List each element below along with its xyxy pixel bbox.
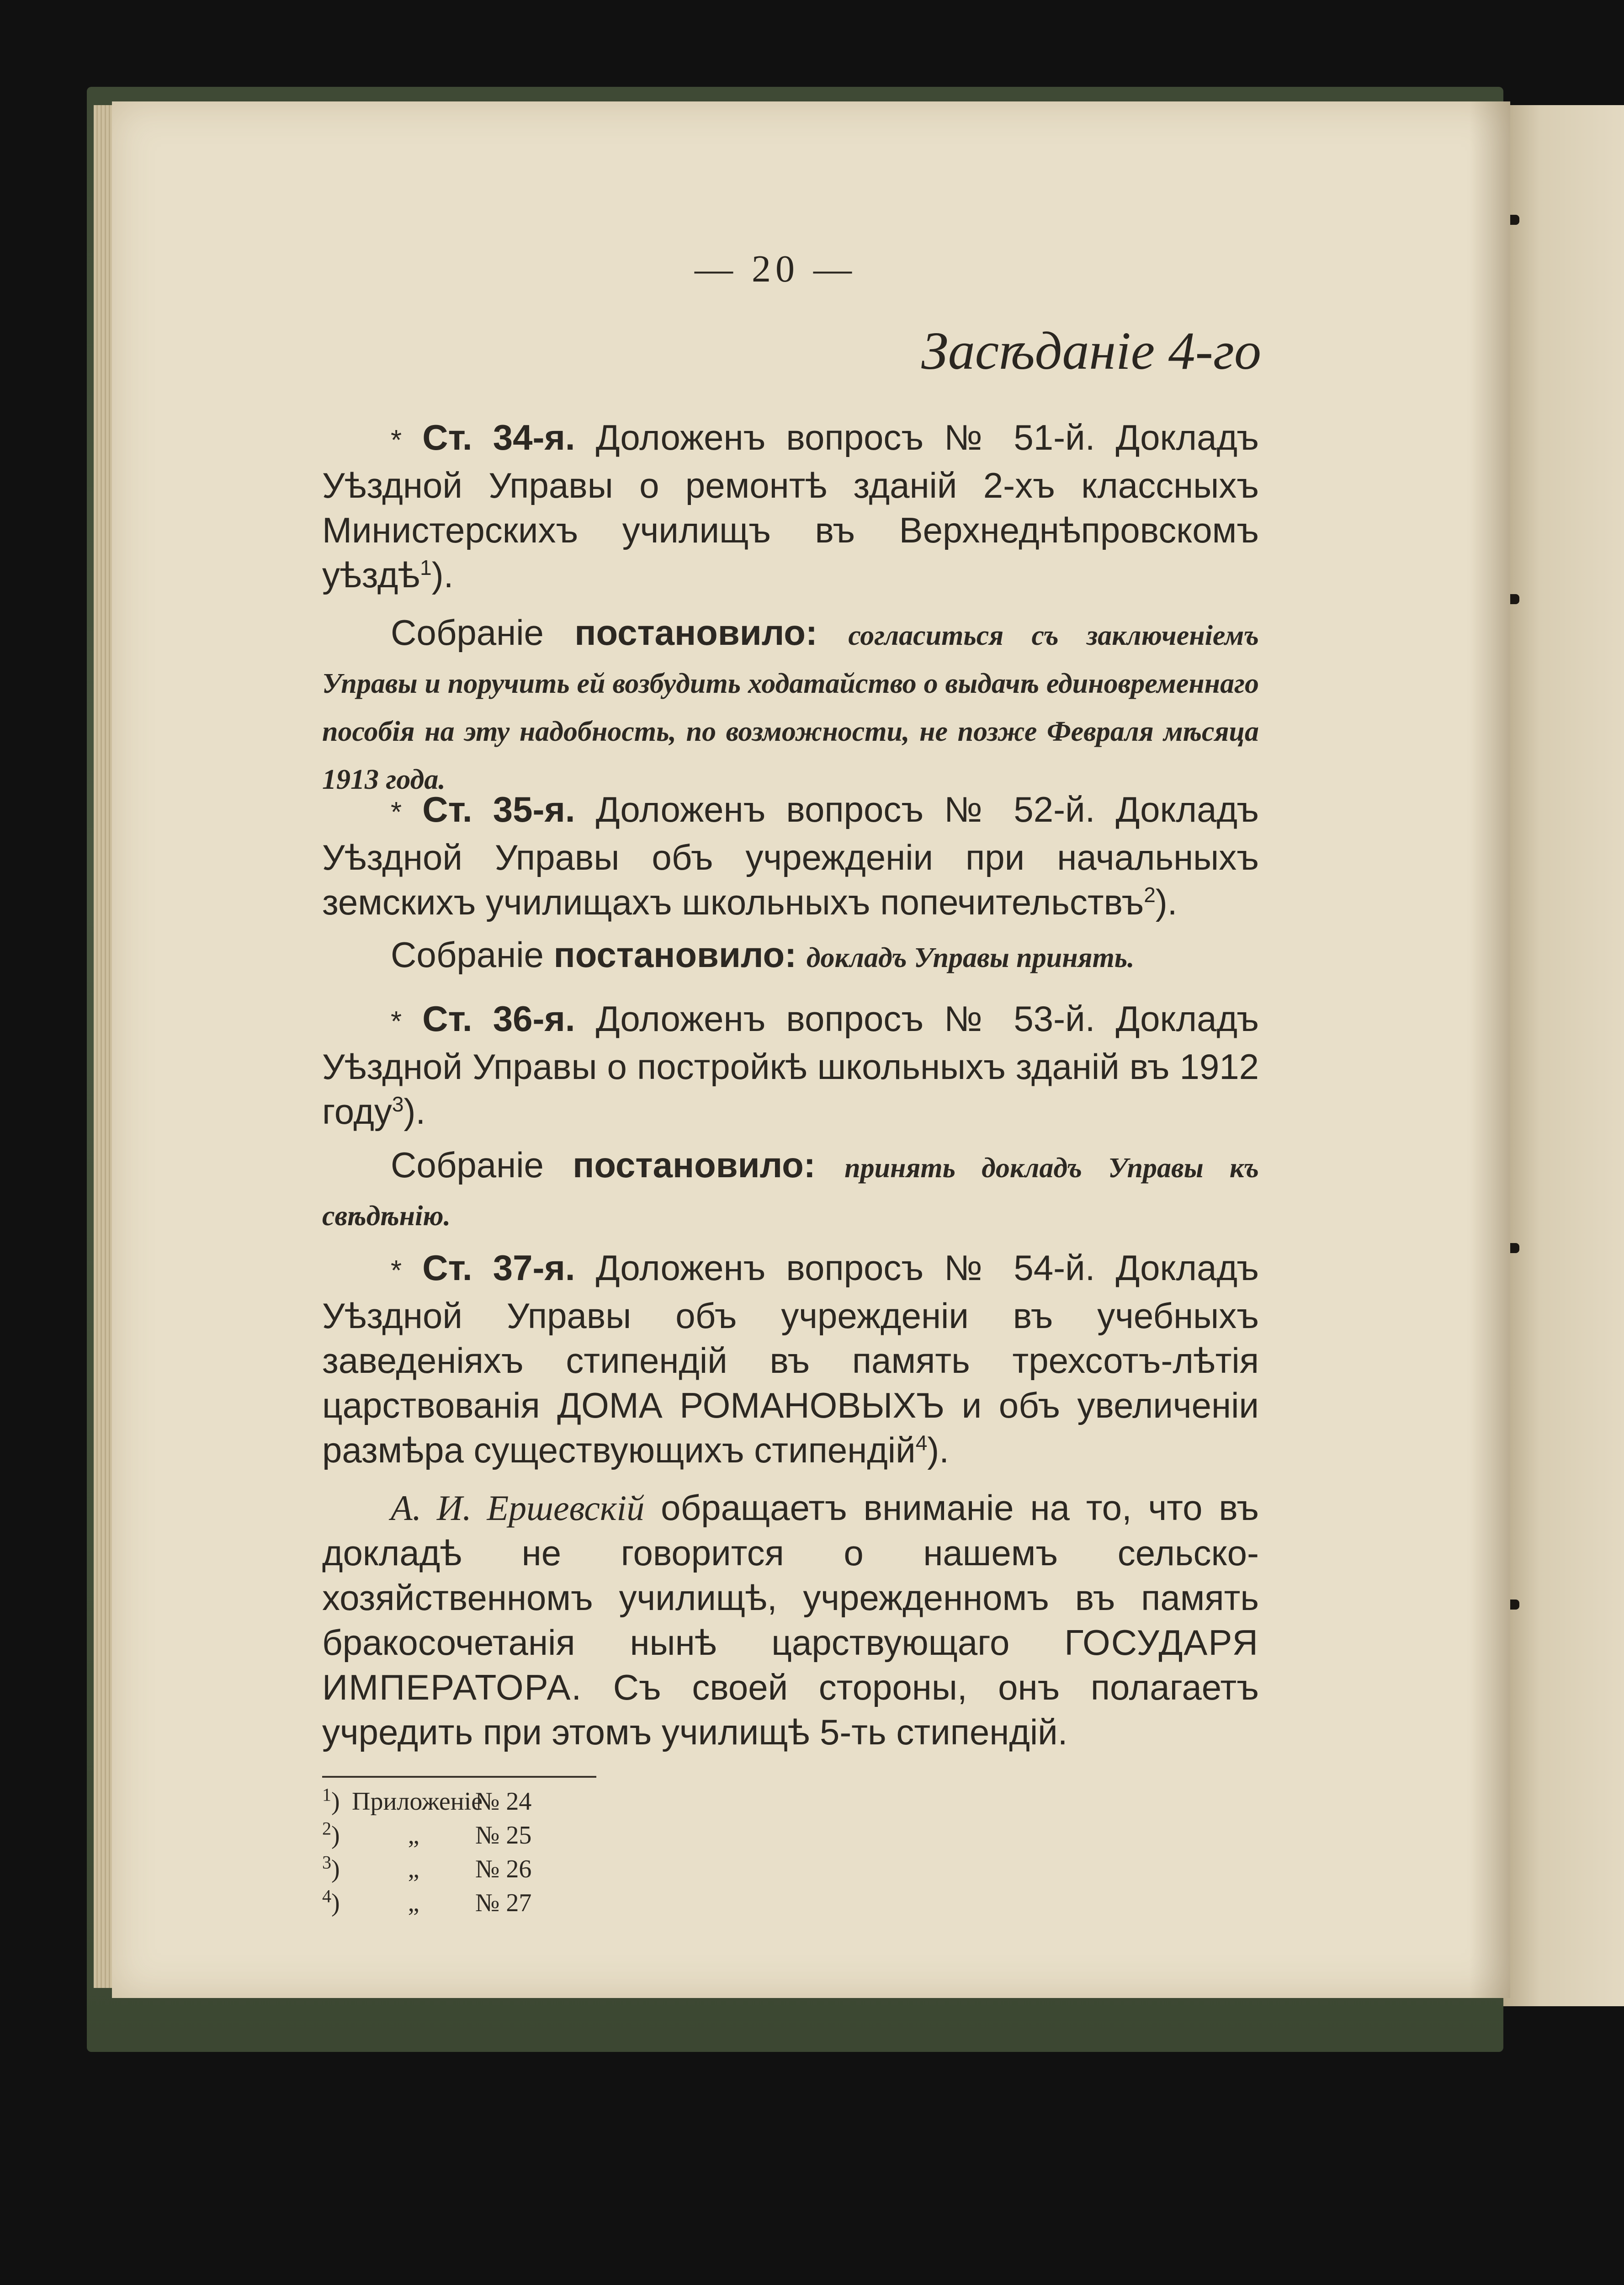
footnote-mark: $^1$) (322, 1784, 340, 1816)
article-prefix: Ст. (422, 789, 472, 829)
resolution-prefix: Собраніе (391, 612, 544, 653)
footnote-mark: $^4$) (322, 1886, 340, 1917)
footnote-item (322, 1886, 733, 1920)
resolution-text: докладъ Управы принять. (806, 942, 1135, 973)
resolution-label: постановило: (574, 612, 817, 653)
article-body: Доложенъ вопросъ № 53-й. Докладъ Уѣздной Управы о постройкѣ школьныхъ зданій въ 1912 году (322, 999, 1259, 1132)
star-icon: * (391, 425, 402, 456)
star-icon: * (391, 797, 402, 828)
resolution-label: постановило: (573, 1145, 816, 1185)
star-icon: * (391, 1006, 402, 1037)
footnote-ref: 2 (1144, 883, 1156, 907)
footnote-rule (322, 1776, 596, 1778)
resolution-paragraph (322, 932, 1259, 980)
footnote-item (322, 1785, 733, 1818)
facing-page-edge (1503, 105, 1624, 2006)
article-prefix: Ст. (422, 1248, 472, 1288)
footnote-ref: 1 (420, 556, 432, 579)
footnote-number: № 25 (475, 1821, 532, 1849)
speech-paragraph (322, 1485, 1259, 1754)
page-heading: Засѣданіе 4-го (921, 321, 1261, 381)
footnote-label: Приложеніе (352, 1787, 483, 1816)
article-paragraph: * Ст. 37-я. Доложенъ вопросъ № 54-й. Докладъ Уѣздной Управы объ учрежденіи въ учебныхъ заведеніяхъ стипендій въ память трехсотъ-лѣтія царствованія ДОМА РОМАНОВЫХЪ и объ увеличеніи размѣра существующихъ стипендій$^4$). (322, 1248, 1259, 1470)
speech-text: обращаетъ вниманіе на то, что въ докладѣ не говорится о нашемъ сельско-хозяйственномъ училищѣ, учрежденномъ въ память бракосочетанія нынѣ царствующаго (322, 1488, 1259, 1663)
resolution-text: принять докладъ Управы къ свѣдѣнію. (322, 1153, 1259, 1232)
page-gutter-shadow (1469, 101, 1510, 1998)
footnote-mark: $^3$) (322, 1852, 340, 1883)
footnote-item (322, 1818, 733, 1852)
star-icon: * (391, 1255, 402, 1286)
resolution-text: согласиться съ заключеніемъ Управы и поручить ей возбудить ходатайство о выдачѣ единовременнаго пособія на эту надобность, по возможности, не позже Февраля мѣсяца 1913 года. (322, 620, 1259, 795)
article-number: 37-я. (493, 1248, 575, 1288)
article-number: 36-я. (493, 999, 575, 1039)
resolution-prefix: Собраніе (391, 935, 544, 975)
speaker-name: А. И. Ершевскій (391, 1488, 645, 1528)
resolution-label: постановило: (553, 935, 797, 975)
article-number: 35-я. (493, 789, 575, 829)
resolution-prefix: Собраніе (391, 1145, 544, 1185)
article-paragraph: * Ст. 34-я. Доложенъ вопросъ № 51-й. Докладъ Уѣздной Управы о ремонтѣ зданій 2-хъ классныхъ Министерскихъ училищъ въ Верхнеднѣпровскомъ уѣздѣ$^1$). (322, 417, 1259, 595)
article-body: Доложенъ вопросъ № 54-й. Докладъ Уѣздной Управы объ учрежденіи въ учебныхъ заведеніяхъ стипендій въ память трехсотъ-лѣтія царствованія ДОМА РОМАНОВЫХЪ и объ увеличеніи размѣра существующихъ стипендій (322, 1248, 1259, 1470)
article-prefix: Ст. (422, 999, 472, 1039)
footnote-number: № 24 (475, 1787, 532, 1816)
article-number: 34-я. (493, 417, 575, 457)
speech-caps: ГОСУДАРЯ ИМПЕРАТОРА. (322, 1622, 1259, 1707)
footnote-number: № 27 (475, 1889, 532, 1917)
article-body: Доложенъ вопросъ № 52-й. Докладъ Уѣздной Управы объ учрежденіи при начальныхъ земскихъ училищахъ школьныхъ попечительствъ (322, 789, 1259, 922)
page-number: — 20 — (695, 248, 856, 290)
article-paragraph: * Ст. 35-я. Доложенъ вопросъ № 52-й. Докладъ Уѣздной Управы объ учрежденіи при начальныхъ земскихъ училищахъ школьныхъ попечительствъ$^2$). (322, 789, 1259, 922)
footnote-label: „ (408, 1821, 419, 1849)
footnote-label: „ (408, 1855, 419, 1883)
resolution-paragraph (322, 610, 1259, 802)
footnote-ref: 3 (392, 1092, 404, 1116)
footnote-number: № 26 (475, 1855, 532, 1883)
resolution-paragraph (322, 1142, 1259, 1238)
footnote-mark: $^2$) (322, 1818, 340, 1849)
speech-text: Съ своей стороны, онъ полагаетъ учредить при этомъ училищѣ 5-ть стипендій. (322, 1667, 1259, 1752)
footnote-ref: 4 (915, 1431, 928, 1455)
footnote-item (322, 1852, 733, 1886)
article-paragraph: * Ст. 36-я. Доложенъ вопросъ № 53-й. Докладъ Уѣздной Управы о постройкѣ школьныхъ зданій въ 1912 году$^3$). (322, 999, 1259, 1132)
article-prefix: Ст. (422, 417, 472, 457)
footnotes (322, 1785, 733, 1920)
article-body: Доложенъ вопросъ № 51-й. Докладъ Уѣздной Управы о ремонтѣ зданій 2-хъ классныхъ Министерскихъ училищъ въ Верхнеднѣпровскомъ уѣздѣ (322, 417, 1259, 595)
footnote-label: „ (408, 1889, 419, 1917)
